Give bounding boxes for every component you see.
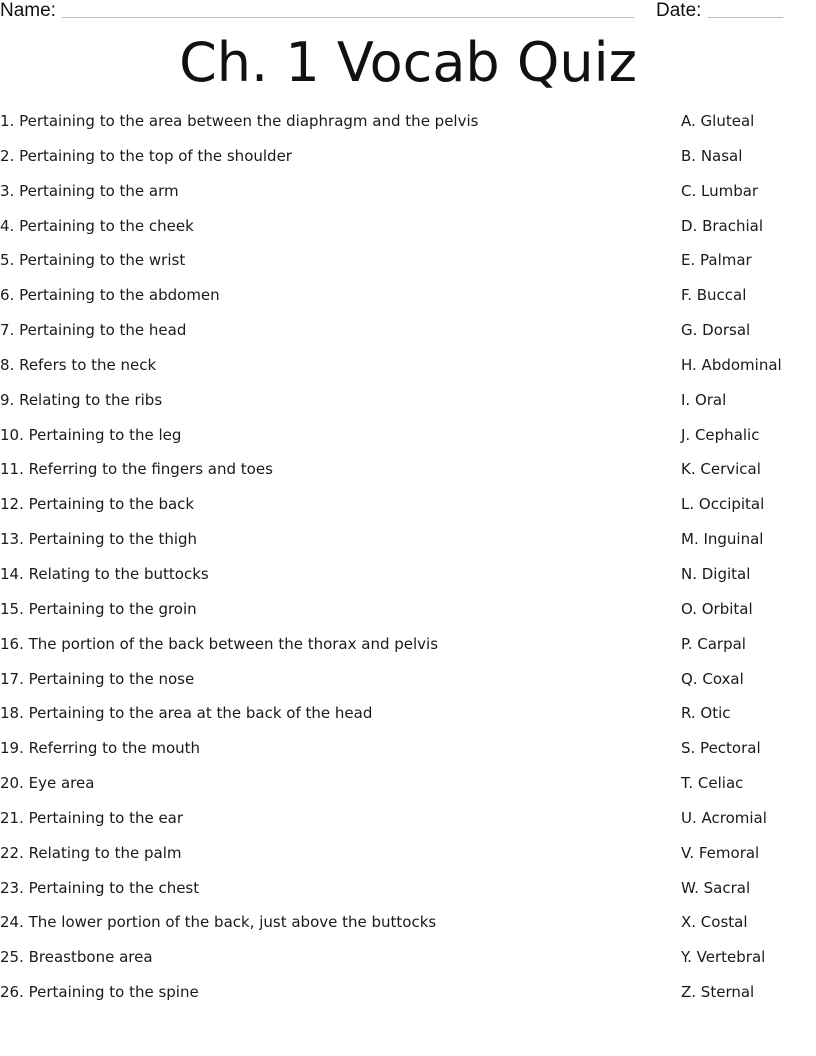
quiz-row [0,668,816,703]
term-text: N. Digital [681,564,751,583]
quiz-row [0,598,816,633]
term-text: D. Brachial [681,216,764,235]
clue-text: 8. Refers to the neck [0,355,157,374]
clue-text: 21. Pertaining to the ear [0,808,184,827]
clue-text: 7. Pertaining to the head [0,321,187,340]
quiz-row [0,633,816,668]
quiz-row [0,493,816,528]
name-label: Name: [0,0,56,21]
quiz-row [0,145,816,180]
page-title: Ch. 1 Vocab Quiz [179,31,637,94]
clue-text: 22. Relating to the palm [0,843,182,862]
clue-text: 4. Pertaining to the cheek [0,216,194,235]
term-text: E. Palmar [681,251,752,270]
quiz-row [0,284,816,319]
clue-text: 1. Pertaining to the area between the diaphragm and the pelvis [0,112,479,130]
quiz-row [0,842,816,877]
term-text: M. Inguinal [681,530,764,549]
quiz-row [0,772,816,807]
quiz-row [0,215,816,250]
date-field-line[interactable] [708,17,783,18]
clue-text: 23. Pertaining to the chest [0,878,200,897]
term-text: G. Dorsal [681,321,751,340]
quiz-row [0,110,816,145]
clue-text: 24. The lower portion of the back, just above the buttocks [0,913,437,932]
clue-text: 5. Pertaining to the wrist [0,251,186,270]
clue-text: 6. Pertaining to the abdomen [0,286,220,305]
clue-text: 9. Relating to the ribs [0,390,163,409]
term-text: I. Oral [681,390,727,409]
term-text: A. Gluteal [681,112,755,130]
term-text: R. Otic [681,704,731,723]
term-text: W. Sacral [681,878,751,897]
clue-text: 17. Pertaining to the nose [0,669,195,688]
term-text: Y. Vertebral [681,948,766,967]
worksheet-header [0,0,816,24]
quiz-row [0,528,816,563]
clue-text: 11. Referring to the fingers and toes [0,460,273,479]
term-text: K. Cervical [681,460,761,479]
quiz-row [0,807,816,842]
clue-text: 20. Eye area [0,774,95,793]
clue-text: 16. The portion of the back between the thorax and pelvis [0,634,439,653]
term-text: H. Abdominal [681,355,782,374]
date-label: Date: [656,0,702,21]
term-text: T. Celiac [681,774,744,793]
clue-text: 13. Pertaining to the thigh [0,530,198,549]
term-text: V. Femoral [681,843,760,862]
clue-text: 14. Relating to the buttocks [0,564,209,583]
quiz-row [0,458,816,493]
quiz-row [0,389,816,424]
quiz-row [0,877,816,912]
term-text: Z. Sternal [681,983,755,1002]
clue-text: 25. Breastbone area [0,948,153,967]
term-text: J. Cephalic [681,425,760,444]
quiz-row [0,946,816,981]
quiz-list [0,110,816,1016]
clue-text: 19. Referring to the mouth [0,739,201,758]
quiz-row [0,424,816,459]
clue-text: 12. Pertaining to the back [0,495,195,514]
clue-text: 18. Pertaining to the area at the back of the head [0,704,373,723]
clue-text: 3. Pertaining to the arm [0,181,179,200]
term-text: B. Nasal [681,146,743,165]
clue-text: 26. Pertaining to the spine [0,983,199,1002]
term-text: O. Orbital [681,599,753,618]
quiz-row [0,249,816,284]
quiz-row [0,702,816,737]
term-text: X. Costal [681,913,748,932]
quiz-row [0,354,816,389]
clue-text: 2. Pertaining to the top of the shoulder [0,146,292,165]
term-text: U. Acromial [681,808,767,827]
term-text: P. Carpal [681,634,746,653]
quiz-row [0,319,816,354]
term-text: L. Occipital [681,495,765,514]
quiz-row [0,180,816,215]
clue-text: 15. Pertaining to the groin [0,599,197,618]
term-text: C. Lumbar [681,181,759,200]
name-field-line[interactable] [62,17,634,18]
clue-text: 10. Pertaining to the leg [0,425,182,444]
quiz-row [0,911,816,946]
term-text: S. Pectoral [681,739,761,758]
term-text: Q. Coxal [681,669,744,688]
quiz-row [0,737,816,772]
quiz-row [0,981,816,1016]
quiz-row [0,563,816,598]
term-text: F. Buccal [681,286,747,305]
